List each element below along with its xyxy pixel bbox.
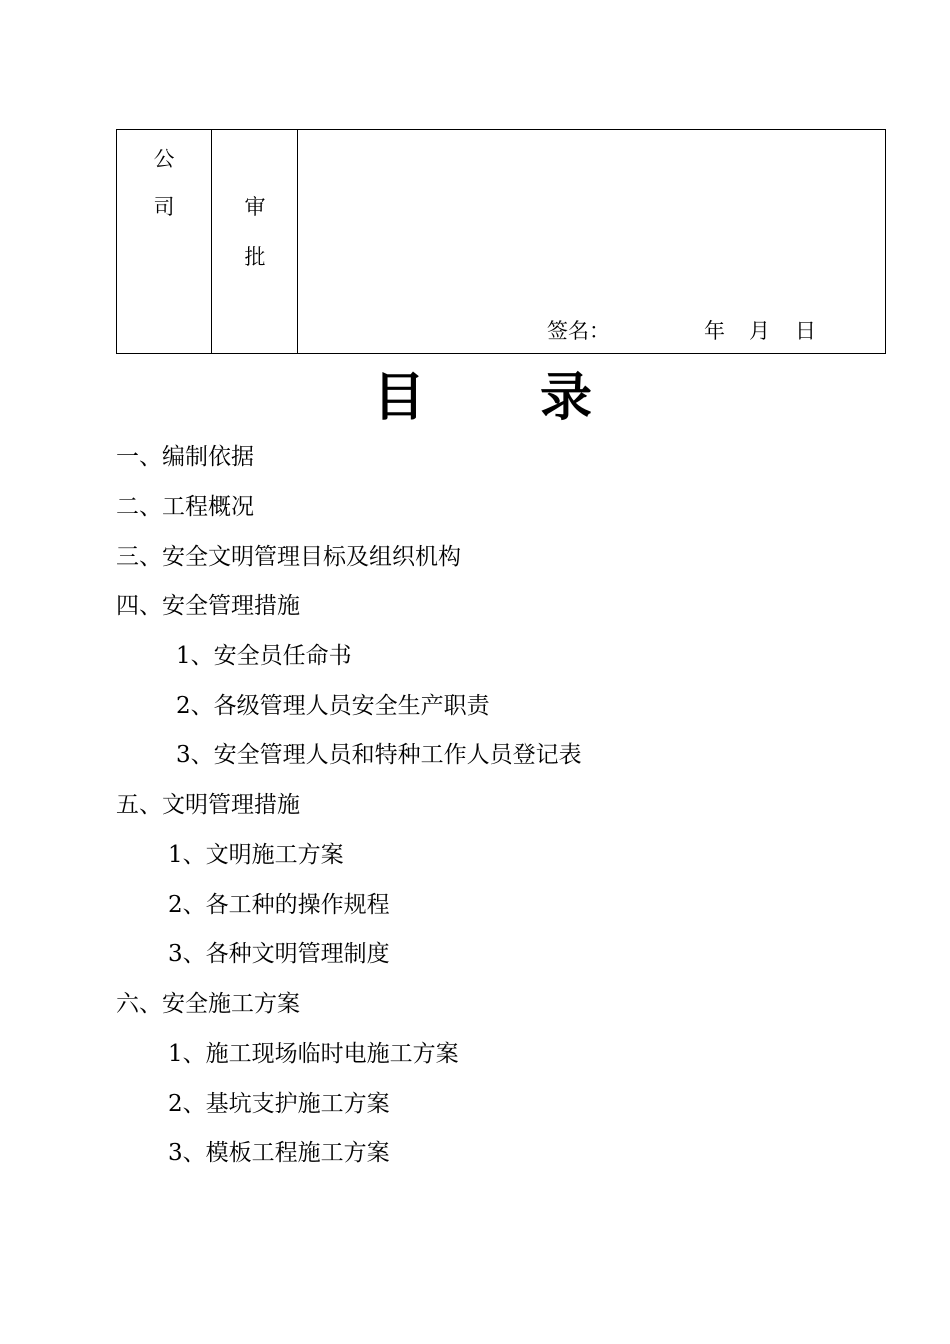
toc-subsection-5-1: 1、文明施工方案 <box>168 842 344 868</box>
toc-section-2: 二、工程概况 <box>116 494 254 520</box>
toc-subsection-6-3: 3、模板工程施工方案 <box>168 1140 390 1166</box>
toc-section-5: 五、文明管理措施 <box>116 792 300 818</box>
toc-section-4: 四、安全管理措施 <box>116 593 300 619</box>
signature-label: 签名： <box>547 319 610 343</box>
date-year-label: 年 <box>704 319 725 343</box>
toc-subsection-4-1: 1、安全员任命书 <box>176 643 352 669</box>
toc-subsection-5-2: 2、各工种的操作规程 <box>168 892 390 918</box>
company-label-char-1: 公 <box>153 147 175 171</box>
approve-label-char-2: 批 <box>244 245 266 269</box>
toc-section-1: 一、编制依据 <box>116 444 254 470</box>
toc-subsection-5-3: 3、各种文明管理制度 <box>168 941 390 967</box>
toc-subsection-4-3: 3、安全管理人员和特种工作人员登记表 <box>176 742 582 768</box>
toc-section-3: 三、安全文明管理目标及组织机构 <box>116 544 461 570</box>
date-month-label: 月 <box>749 319 770 343</box>
toc-section-6: 六、安全施工方案 <box>116 991 300 1017</box>
approve-label-char-1: 审 <box>244 195 266 219</box>
toc-subsection-6-2: 2、基坑支护施工方案 <box>168 1091 390 1117</box>
title-char-1: 目 <box>373 368 426 428</box>
title-char-2: 录 <box>540 368 593 428</box>
toc-subsection-4-2: 2、各级管理人员安全生产职责 <box>176 693 490 719</box>
company-label-char-2: 司 <box>153 195 175 219</box>
toc-subsection-6-1: 1、施工现场临时电施工方案 <box>168 1041 459 1067</box>
date-day-label: 日 <box>795 319 816 343</box>
